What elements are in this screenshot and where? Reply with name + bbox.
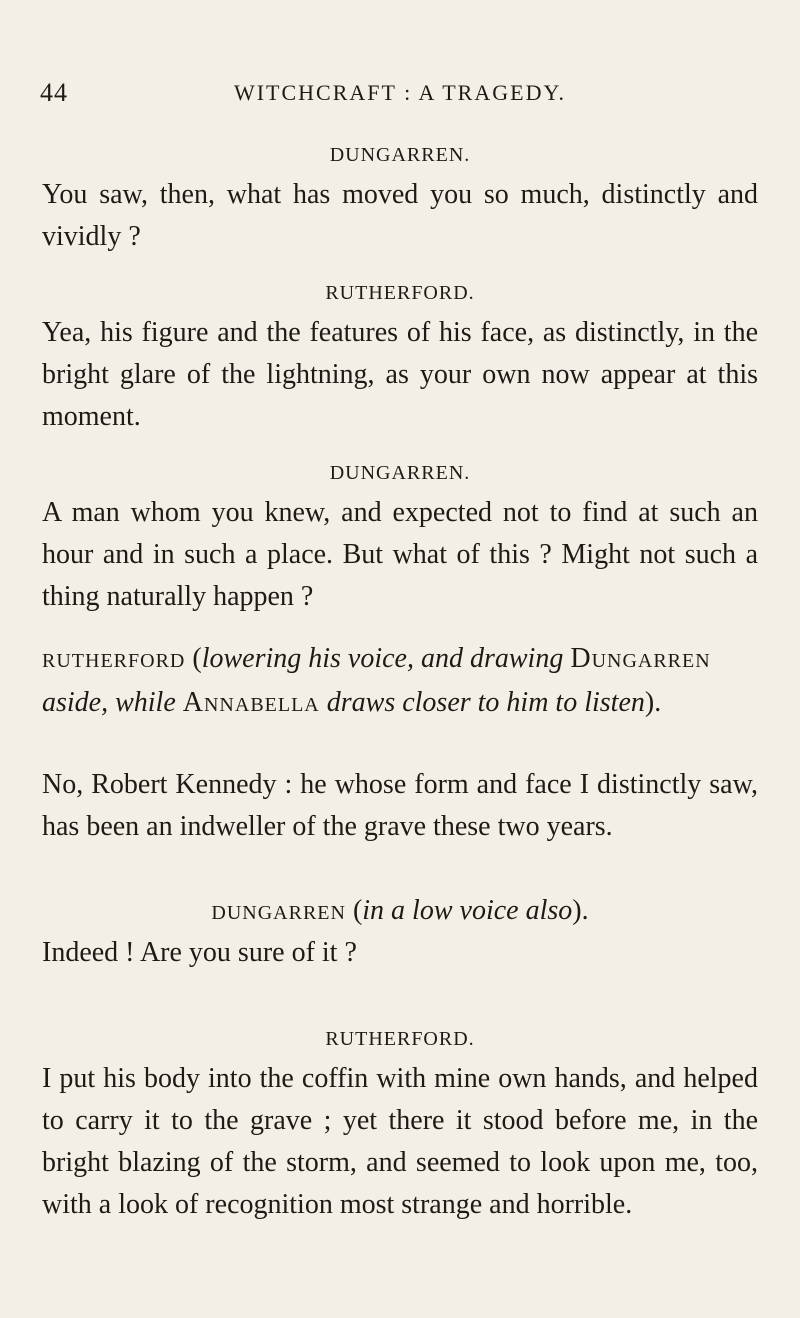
dir-text-a: lowering his voice, and drawing	[201, 643, 564, 674]
page-number: 44	[40, 78, 68, 107]
stage-direction-rutherford	[42, 638, 758, 724]
speaker-rutherford-3: RUTHERFORD.	[325, 1028, 475, 1050]
speaker-rutherford-1: RUTHERFORD.	[325, 282, 475, 304]
dir-text-low-voice: in a low voice also	[362, 895, 573, 926]
dir-open-paren: (	[192, 643, 202, 674]
speech-dungarren-3: Indeed ! Are you sure of it ?	[42, 937, 357, 968]
dir-close-paren: ).	[644, 687, 662, 718]
speech-dungarren-2: A man whom you knew, and expected not to find at such an hour and in such a place. But what of this ? Might not such a thing naturally happen ?	[42, 497, 758, 612]
speaker-rutherford-2: RUTHERFORD	[42, 650, 186, 672]
dir-name-dungarren: Dungarren	[570, 643, 711, 674]
dir-open-paren-2: (	[352, 895, 363, 926]
speaker-dungarren-3: DUNGARREN	[211, 902, 346, 924]
speech-rutherford-2: No, Robert Kennedy : he whose form and face I distinctly saw, has been an indweller of the grave these two years.	[42, 769, 758, 842]
speech-dungarren-1: You saw, then, what has moved you so much, distinctly and vividly ?	[42, 179, 758, 252]
speaker-dungarren-2: DUNGARREN.	[329, 462, 471, 484]
speech-rutherford-1: Yea, his figure and the features of his face, as distinctly, in the bright glare of the lightning, as your own now appear at this moment.	[42, 317, 758, 432]
page-header	[40, 78, 760, 118]
dir-text-c: draws closer to him to listen	[326, 687, 645, 718]
dir-close-paren-2: ).	[572, 895, 589, 926]
running-title: WITCHCRAFT : A TRAGEDY.	[233, 80, 567, 105]
speaker-dungarren-1: DUNGARREN.	[329, 144, 471, 166]
dir-text-b: aside, while	[42, 687, 176, 718]
stage-direction-dungarren	[0, 890, 800, 934]
speech-rutherford-3: I put his body into the coffin with mine own hands, and helped to carry it to the grave ; yet there it stood before me, in the bright blazing of the storm, and seemed to look upon me, too, with a look of recognition most strange and horrible.	[42, 1063, 758, 1220]
dir-name-annabella: Annabella	[182, 687, 320, 718]
